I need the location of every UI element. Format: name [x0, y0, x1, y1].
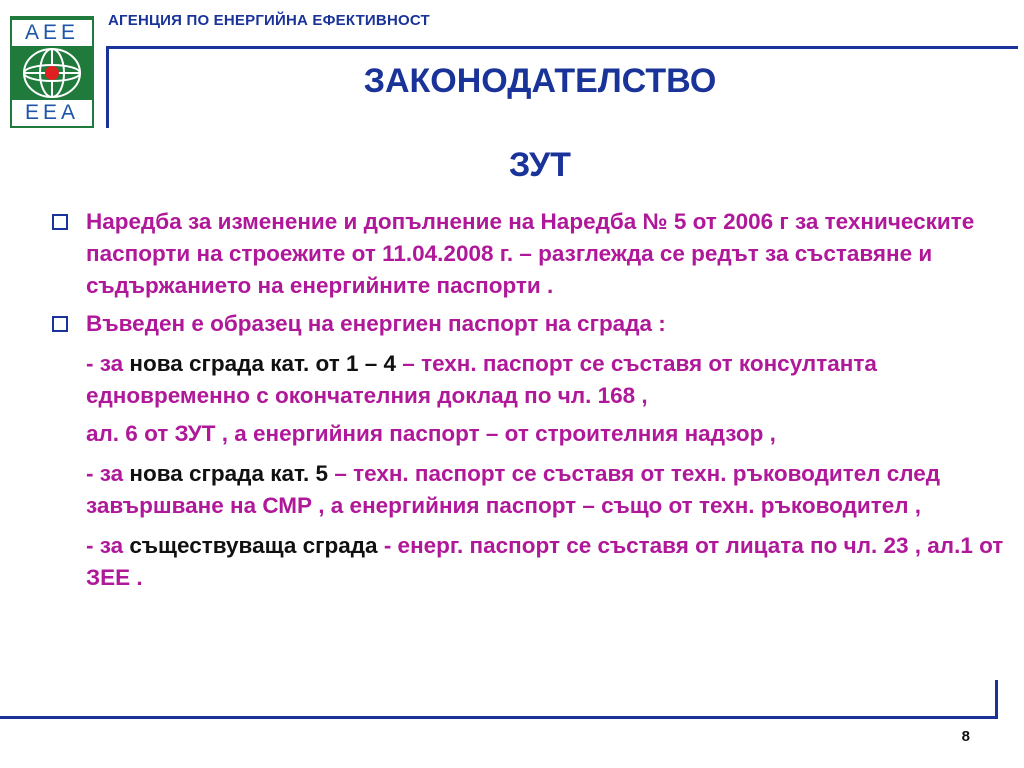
header-horizontal-divider [106, 46, 1018, 49]
bullet-item [48, 308, 1016, 340]
sub-item [48, 348, 1016, 412]
bullet-item [48, 206, 1016, 302]
sub-item-text: ал. 6 от ЗУТ , а енергийния паспорт – от строителния надзор , [86, 421, 776, 446]
sub-item [48, 458, 1016, 522]
sub-item-prefix: - за [86, 351, 130, 376]
checkbox-bullet-icon [52, 214, 68, 230]
sub-item [48, 530, 1016, 594]
sub-item-prefix: - за [86, 533, 130, 558]
sub-item-text: – техн. паспорт се съставя от техн. ръководител след завършване на СМР , а енергийния паспорт – също от техн. ръководител , [86, 461, 941, 518]
sub-item-text: - енерг. паспорт се съставя от лицата по чл. 23 , ал.1 от ЗЕЕ . [86, 533, 1004, 590]
page-number: 8 [961, 728, 970, 745]
slide-content [48, 206, 1016, 594]
agency-name: АГЕНЦИЯ ПО ЕНЕРГИЙНА ЕФЕКТИВНОСТ [108, 12, 430, 29]
footer-horizontal-divider [0, 716, 998, 719]
header-vertical-divider [106, 46, 109, 128]
globe-icon [12, 46, 92, 100]
sub-item-category: нова сграда кат. от 1 – 4 [129, 351, 397, 376]
footer-vertical-divider [995, 680, 998, 719]
sub-item-continuation [48, 418, 1016, 450]
logo [10, 16, 94, 128]
bullet-text: Въведен е образец на енергиен паспорт на сграда : [86, 311, 666, 336]
sub-item-prefix: - за [86, 461, 130, 486]
logo-top-text: AEE [12, 20, 92, 46]
bullet-text: Наредба за изменение и допълнение на Наредба № 5 от 2006 г за техническите паспорти на строежите от 11.04.2008 г. – разглежда се редът за съставяне и съдържанието на енергийните паспорти . [86, 209, 975, 298]
sub-item-category: съществуваща сграда [129, 533, 378, 558]
sub-item-text: – техн. паспорт се съставя от консултанта едновременно с окончателния доклад по чл. 168 , [86, 351, 877, 408]
page-title: ЗАКОНОДАТЕЛСТВО [363, 62, 717, 100]
sub-item-category: нова сграда кат. 5 [129, 461, 329, 486]
logo-bottom-text: EEA [12, 100, 92, 126]
checkbox-bullet-icon [52, 316, 68, 332]
page-subtitle: ЗУТ [509, 146, 571, 184]
